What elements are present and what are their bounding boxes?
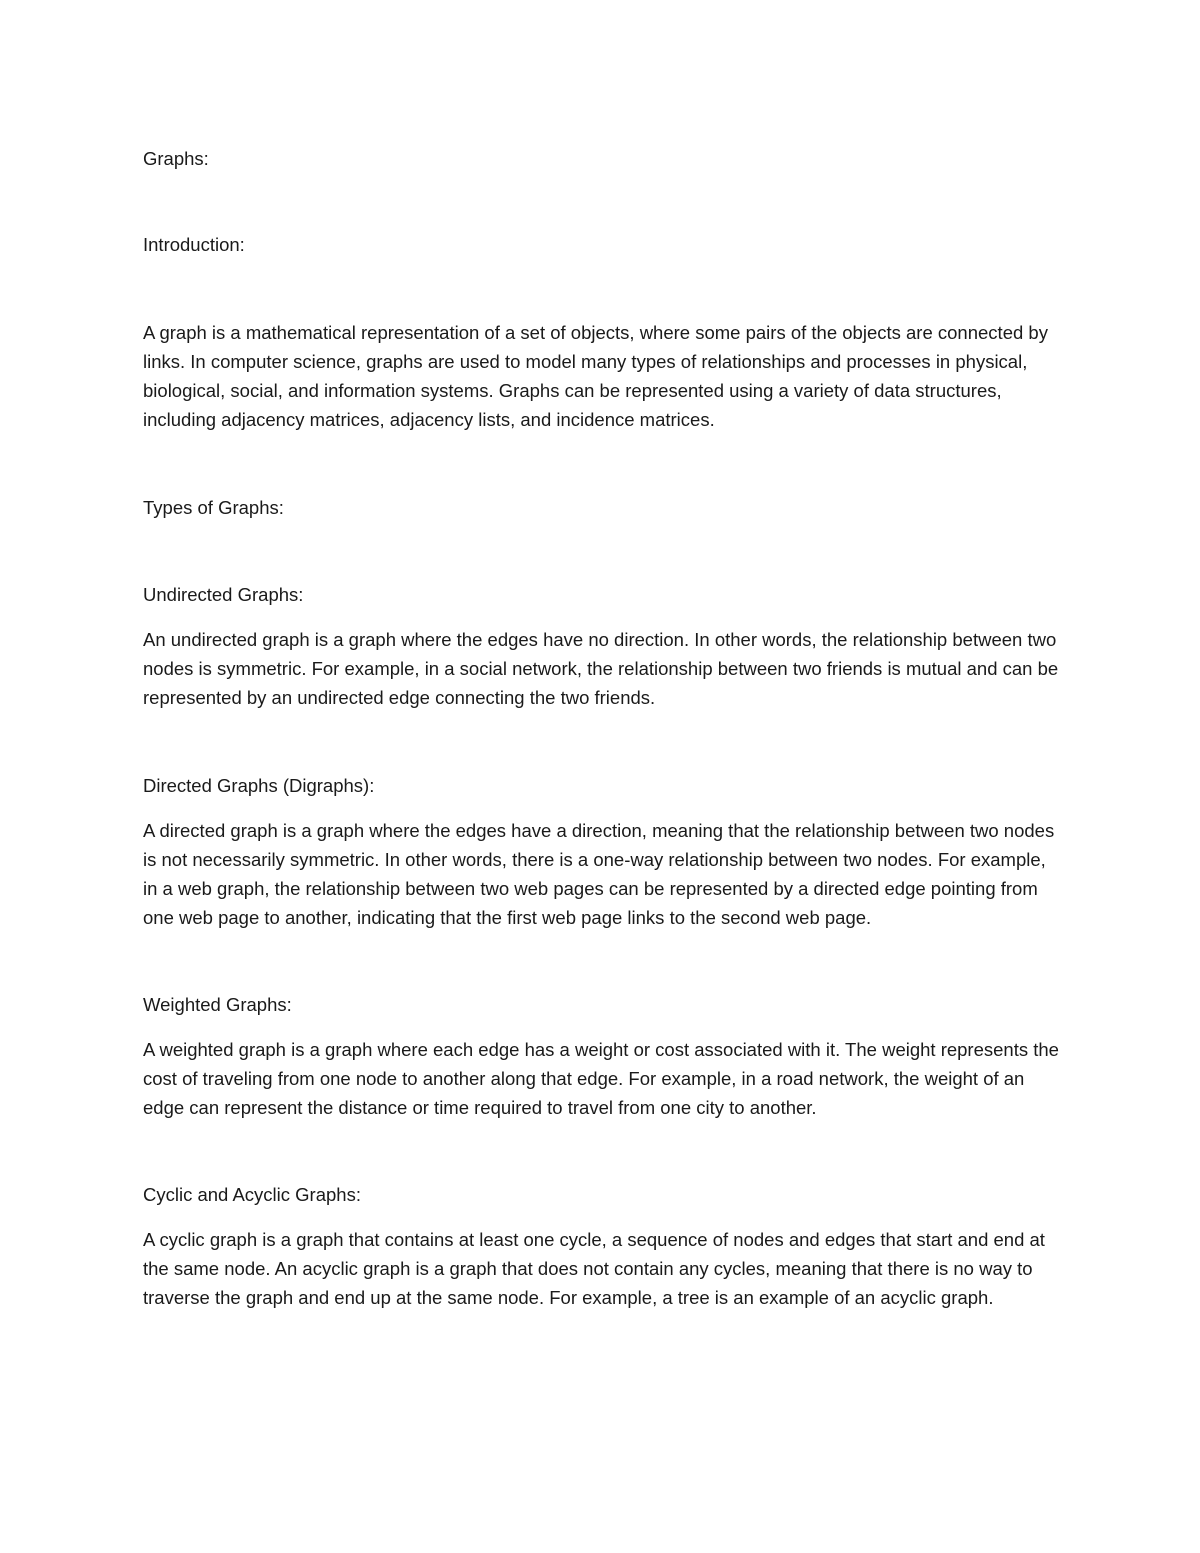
- section-heading-undirected: Undirected Graphs:: [143, 584, 304, 605]
- intro-paragraph: A graph is a mathematical representation of a set of objects, where some pairs of the objects are connected by links. In computer science, graphs are used to model many types of relationships and processes in physical, biological, social, and information systems. Graphs can be represented using a variety of data structures, including adjacency matrices, adjacency lists, and incidence matrices.: [143, 322, 1048, 430]
- section-heading-weighted: Weighted Graphs:: [143, 994, 292, 1015]
- section-body-directed: A directed graph is a graph where the edges have a direction, meaning that the relationship between two nodes is not necessarily symmetric. In other words, there is a one-way relationship between two nodes. For example, in a web graph, the relationship between two web pages can be represented by a directed edge pointing from one web page to another, indicating that the first web page links to the second web page.: [143, 820, 1055, 928]
- section-heading-directed: Directed Graphs (Digraphs):: [143, 775, 375, 796]
- section-heading-cyclic: Cyclic and Acyclic Graphs:: [143, 1184, 361, 1205]
- document-title: Graphs:: [143, 148, 209, 169]
- section-body-weighted: A weighted graph is a graph where each edge has a weight or cost associated with it. The weight represents the cost of traveling from one node to another along that edge. For example, in a road network, the weight of an edge can represent the distance or time required to travel from one city to another.: [143, 1039, 1059, 1118]
- section-body-cyclic: A cyclic graph is a graph that contains at least one cycle, a sequence of nodes and edges that start and end at the same node. An acyclic graph is a graph that does not contain any cycles, meaning that there is no way to traverse the graph and end up at the same node. For example, a tree is an example of an acyclic graph.: [143, 1229, 1045, 1308]
- section-body-undirected: An undirected graph is a graph where the edges have no direction. In other words, the relationship between two nodes is symmetric. For example, in a social network, the relationship between two friends is mutual and can be represented by an undirected edge connecting the two friends.: [143, 629, 1059, 708]
- intro-heading: Introduction:: [143, 234, 245, 255]
- document-body: [143, 144, 1063, 1312]
- types-heading: Types of Graphs:: [143, 497, 284, 518]
